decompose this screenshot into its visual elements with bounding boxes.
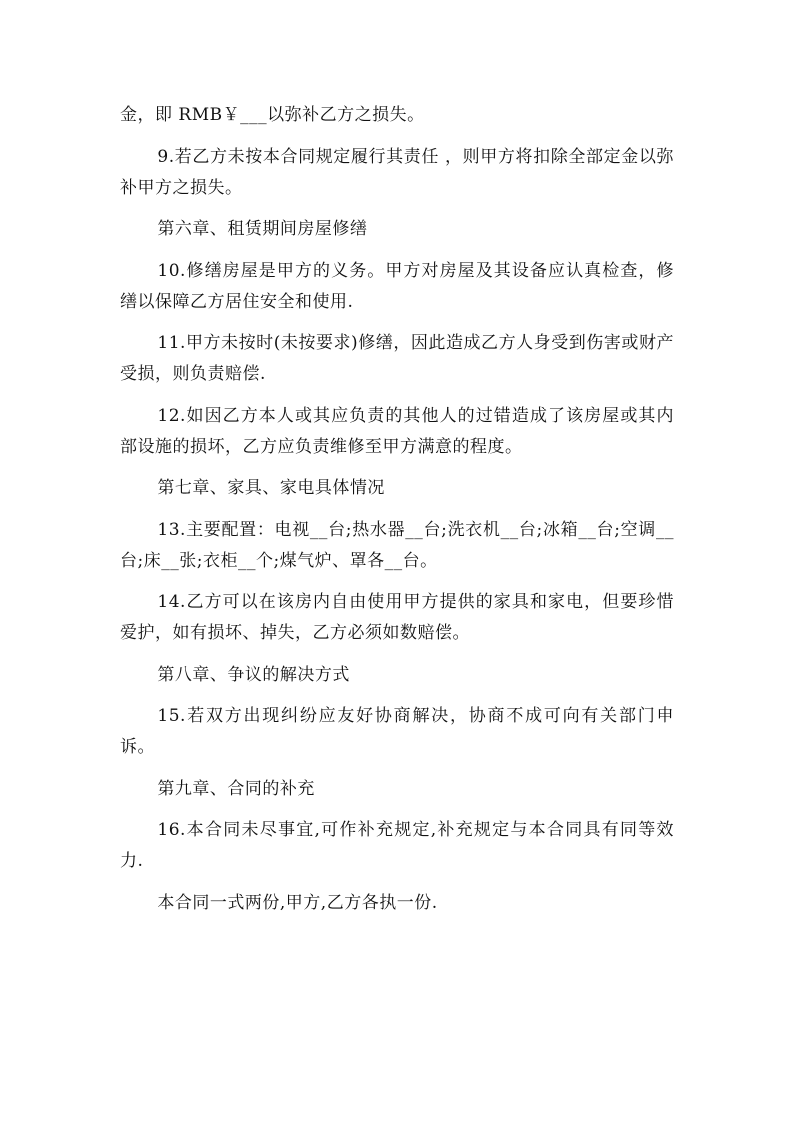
chapter-8-heading: 第八章、争议的解决方式 xyxy=(157,664,350,685)
clause-9: 9.若乙方未按本合同规定履行其责任 ，则甲方将扣除全部定金以弥补甲方之损失。 xyxy=(120,146,674,198)
clause-15: 15.若双方出现纠纷应友好协商解决，协商不成可向有关部门申诉。 xyxy=(120,706,674,757)
paragraph-continuation: 金，即 RMB￥___以弥补乙方之损失。 xyxy=(120,105,425,125)
clause-14: 14.乙方可以在该房内自由使用甲方提供的家具和家电，但要珍惜爱护，如有损坏、掉失，乙方必须如数赔偿。 xyxy=(120,592,674,643)
chapter-7-heading: 第七章、家具、家电具体情况 xyxy=(157,478,385,498)
clause-11: 11.甲方未按时(未按要求)修缮，因此造成乙方人身受到伤害或财产受损，则负责赔偿. xyxy=(120,333,674,384)
clause-16: 16.本合同未尽事宜,可作补充规定,补充规定与本合同具有同等效力. xyxy=(120,820,674,871)
clause-12: 12.如因乙方本人或其应负责的其他人的过错造成了该房屋或其内部设施的损坏，乙方应负责维修至甲方满意的程度。 xyxy=(120,405,674,457)
clause-13: 13.主要配置：电视__台;热水器__台;洗衣机__台;冰箱__台;空调__台;床__张;衣柜__个;煤气炉、罩各__台。 xyxy=(120,519,674,571)
chapter-9-heading: 第九章、合同的补充 xyxy=(157,778,315,799)
chapter-6-heading: 第六章、租赁期间房屋修缮 xyxy=(157,219,368,239)
clause-10: 10.修缮房屋是甲方的义务。甲方对房屋及其设备应认真检查，修缮以保障乙方居住安全和使用. xyxy=(120,260,674,312)
closing-statement: 本合同一式两份,甲方,乙方各执一份. xyxy=(157,892,438,913)
document-body xyxy=(120,100,674,929)
